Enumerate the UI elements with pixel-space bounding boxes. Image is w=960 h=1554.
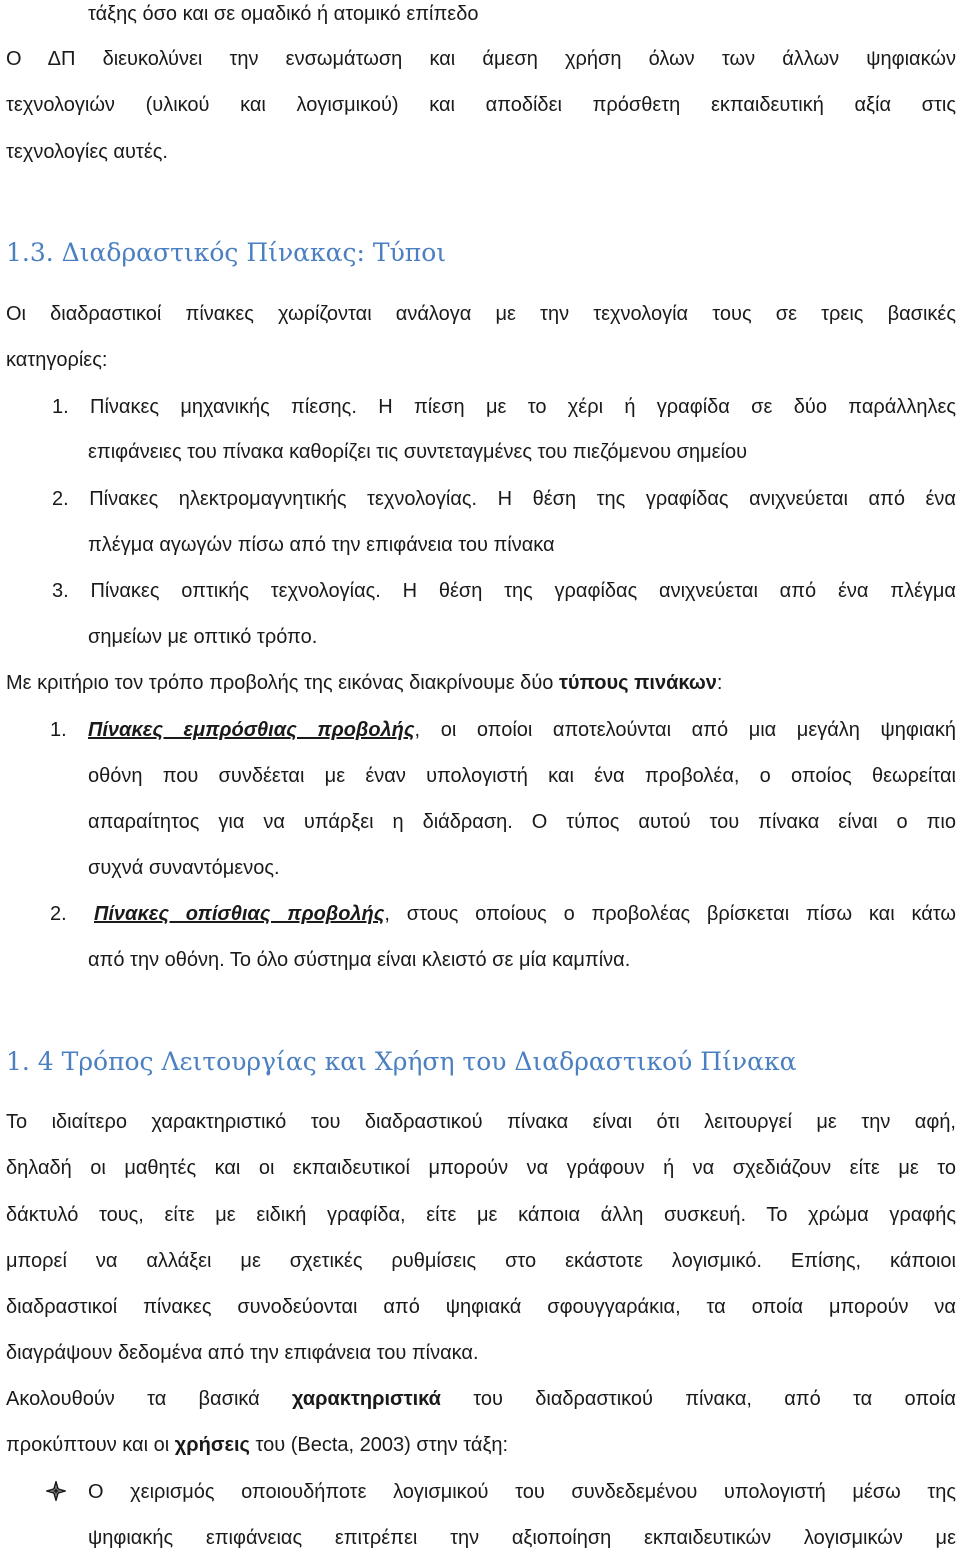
- text-line: τεχνολογιών (υλικού και λογισμικού) και αποδίδει πρόσθετη εκπαιδευτική αξία στις: [6, 94, 956, 116]
- text-line: [6, 671, 956, 695]
- text-run: , στους οποίους ο προβολέας βρίσκεται πίσω και κάτω: [384, 903, 956, 925]
- bold-text: τύπους πινάκων: [558, 672, 717, 694]
- bullet-item-continuation: ψηφιακής επιφάνειας επιτρέπει την αξιοποίηση εκπαιδευτικών λογισμικών με: [88, 1527, 956, 1549]
- list-item-continuation: πλέγμα αγωγών πίσω από την επιφάνεια του πίνακα: [88, 534, 555, 556]
- list-item-continuation: από την οθόνη. Το όλο σύστημα είναι κλειστό σε μία καμπίνα.: [88, 949, 631, 971]
- bold-text: χρήσεις: [174, 1434, 250, 1456]
- list-item-continuation: επιφάνειες του πίνακα καθορίζει τις συντεταγμένες του πιεζόμενου σημείου: [88, 441, 748, 463]
- text-run: προκύπτουν και οι: [6, 1434, 175, 1456]
- text-line: Ο ΔΠ διευκολύνει την ενσωμάτωση και άμεση χρήση όλων των άλλων ψηφιακών: [6, 48, 956, 70]
- list-item: 3. Πίνακες οπτικής τεχνολογίας. Η θέση της γραφίδας ανιχνεύεται από ένα πλέγμα: [52, 580, 956, 602]
- emphasized-term: Πίνακες οπίσθιας προβολής: [94, 903, 385, 925]
- text-run: , οι οποίοι αποτελούνται από μια μεγάλη ψηφιακή: [414, 719, 956, 741]
- text-run: Με κριτήριο τον τρόπο προβολής της εικόνας διακρίνουμε δύο: [6, 672, 559, 694]
- list-item: 2. Πίνακες ηλεκτρομαγνητικής τεχνολογίας. Η θέση της γραφίδας ανιχνεύεται από ένα: [52, 488, 956, 510]
- list-item-continuation: συχνά συναντόμενος.: [88, 857, 280, 879]
- text-line: δάκτυλό τους, είτε με ειδική γραφίδα, είτε με κάποια άλλη συσκευή. Το χρώμα γραφής: [6, 1204, 956, 1226]
- list-item-continuation: απαραίτητος για να υπάρξει η διάδραση. Ο τύπος αυτού του πίνακα είναι ο πιο: [88, 811, 956, 833]
- bold-text: χαρακτηριστικά: [292, 1388, 441, 1410]
- list-number: 2.: [50, 903, 67, 925]
- text-line: κατηγορίες:: [6, 349, 108, 371]
- diamond-bullet-icon: [46, 1481, 66, 1501]
- text-line: [6, 1433, 956, 1457]
- text-run: του (Becta, 2003) στην τάξη:: [249, 1434, 509, 1456]
- list-item: [94, 902, 956, 926]
- list-item-continuation: οθόνη που συνδέεται με έναν υπολογιστή και ένα προβολέα, ο οποίος θεωρείται: [88, 765, 956, 787]
- text-line: διαγράψουν δεδομένα από την επιφάνεια του πίνακα.: [6, 1342, 479, 1364]
- text-line: Το ιδιαίτερο χαρακτηριστικό του διαδραστικού πίνακα είναι ότι λειτουργεί με την αφή,: [6, 1111, 956, 1133]
- text-run: Ακολουθούν τα βασικά: [6, 1388, 293, 1410]
- list-item-continuation: σημείων με οπτικό τρόπο.: [88, 626, 318, 648]
- section-heading: 1.3. Διαδραστικός Πίνακας: Τύποι: [6, 238, 447, 267]
- bullet-item: Ο χειρισμός οποιουδήποτε λογισμικού του συνδεδεμένου υπολογιστή μέσω της: [88, 1481, 956, 1503]
- list-number: 1.: [50, 719, 67, 741]
- text-run: :: [716, 672, 723, 694]
- text-line: Οι διαδραστικοί πίνακες χωρίζονται ανάλογα με την τεχνολογία τους σε τρεις βασικές: [6, 303, 956, 325]
- list-item: 1. Πίνακες μηχανικής πίεσης. Η πίεση με το χέρι ή γραφίδα σε δύο παράλληλες: [52, 396, 956, 418]
- text-line: διαδραστικοί πίνακες συνοδεύονται από ψηφιακά σφουγγαράκια, τα οποία μπορούν να: [6, 1296, 956, 1318]
- text-line: [6, 1387, 956, 1411]
- section-heading: 1. 4 Τρόπος Λειτουργίας και Χρήση του Διαδραστικού Πίνακα: [6, 1047, 797, 1076]
- text-run: του διαδραστικού πίνακα, από τα οποία: [440, 1388, 956, 1410]
- text-line: μπορεί να αλλάξει με σχετικές ρυθμίσεις στο εκάστοτε λογισμικό. Επίσης, κάποιοι: [6, 1250, 956, 1272]
- text-line: τάξης όσο και σε ομαδικό ή ατομικό επίπεδο: [88, 3, 479, 25]
- list-item: [88, 718, 956, 742]
- text-line: τεχνολογίες αυτές.: [6, 141, 168, 163]
- text-line: δηλαδή οι μαθητές και οι εκπαιδευτικοί μπορούν να γράφουν ή να σχεδιάζουν είτε με το: [6, 1157, 956, 1179]
- emphasized-term: Πίνακες εμπρόσθιας προβολής: [88, 719, 415, 741]
